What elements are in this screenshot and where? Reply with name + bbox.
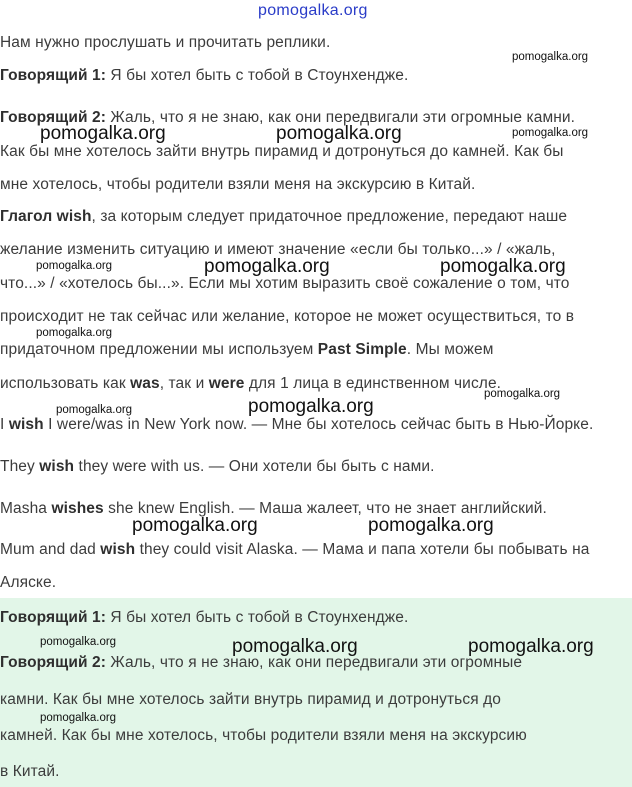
speaker-text: Я бы хотел быть с тобой в Стоунхендже.: [106, 67, 409, 84]
speaker-label: Говорящий 1:: [0, 67, 107, 84]
example-text: Mum and dad: [0, 541, 101, 558]
watermark: pomogalka.org: [56, 404, 133, 416]
grammar-text: придаточном предложении мы используем: [0, 341, 318, 358]
speaker-label: Говорящий 1:: [0, 609, 107, 626]
watermark: pomogalka.org: [512, 51, 589, 63]
grammar-term: Глагол wish: [0, 208, 92, 225]
watermark: pomogalka.org: [36, 327, 113, 339]
example-verb: wish: [100, 541, 136, 558]
example-text: she knew English. — Маша жалеет, что не знает английский.: [103, 500, 547, 517]
grammar-text: , за которым следует придаточное предложение, передают наше: [91, 208, 568, 225]
example-text: They: [0, 458, 40, 475]
example-3: [0, 499, 547, 519]
example-verb: wish: [39, 458, 75, 475]
grammar-line3: что...» / «хотелось бы...». Если мы хотим выразить своё сожаление о том, что: [0, 275, 570, 292]
header-watermark: pomogalka.org: [258, 2, 368, 19]
example-4: [0, 540, 589, 560]
dialog2-speaker2-line4: в Китай.: [0, 763, 60, 780]
watermark: pomogalka.org: [468, 636, 594, 657]
speaker-text: Жаль, что я не знаю, как они передвигали эти огромные камни.: [106, 109, 576, 126]
example-text: they could visit Alaska. — Мама и папа хотели бы побывать на: [135, 541, 590, 558]
watermark: pomogalka.org: [132, 515, 258, 536]
grammar-term: Past Simple: [317, 341, 407, 358]
example-verb: wishes: [51, 500, 104, 517]
example-text: I: [0, 416, 9, 433]
example-1: [0, 415, 593, 435]
watermark: pomogalka.org: [368, 515, 494, 536]
speaker-text: Жаль, что я не знаю, как они передвигали эти огромные: [106, 654, 523, 671]
watermark: pomogalka.org: [40, 123, 166, 144]
watermark: pomogalka.org: [248, 396, 374, 417]
dialog1-speaker2: [0, 108, 575, 128]
example-2: [0, 457, 435, 477]
watermark: pomogalka.org: [484, 388, 561, 400]
speaker-text: Я бы хотел быть с тобой в Стоунхендже.: [106, 609, 409, 626]
speaker-label: Говорящий 2:: [0, 109, 107, 126]
grammar-term: was: [130, 375, 160, 392]
watermark: pomogalka.org: [40, 636, 117, 648]
example-verb: wish: [8, 416, 44, 433]
dialog2-speaker2: [0, 653, 522, 673]
dialog1-speaker2-line2: Как бы мне хотелось зайти внутрь пирамид и дотронуться до камней. Как бы: [0, 143, 564, 160]
dialog2-speaker2-line3: камней. Как бы мне хотелось, чтобы родители взяли меня на экскурсию: [0, 727, 527, 744]
grammar-text: , так и: [159, 375, 209, 392]
grammar-text: . Мы можем: [406, 341, 494, 358]
example-text: Masha: [0, 500, 52, 517]
example-text: they were with us. — Они хотели бы быть с нами.: [74, 458, 435, 475]
intro-text: Нам нужно прослушать и прочитать реплики.: [0, 34, 331, 51]
dialog1-speaker2-line3: мне хотелось, чтобы родители взяли меня на экскурсию в Китай.: [0, 176, 476, 193]
grammar-line4: происходит не так сейчас или желание, которое не может осуществиться, то в: [0, 308, 575, 325]
watermark: pomogalka.org: [232, 636, 358, 657]
grammar-line1: [0, 207, 567, 227]
grammar-line6: [0, 374, 501, 394]
grammar-line2: желание изменить ситуацию и имеют значение «если бы только...» / «жаль,: [0, 241, 556, 258]
dialog2-speaker2-line2: камни. Как бы мне хотелось зайти внутрь пирамид и дотронуться до: [0, 691, 501, 708]
dialog1-speaker1: [0, 66, 408, 86]
watermark: pomogalka.org: [276, 123, 402, 144]
grammar-text: для 1 лица в единственном числе.: [244, 375, 502, 392]
dialog2-speaker1: [0, 608, 408, 628]
example-4-line2: Аляске.: [0, 574, 57, 591]
grammar-term: were: [208, 375, 245, 392]
watermark: pomogalka.org: [204, 256, 330, 277]
grammar-text: использовать как: [0, 375, 131, 392]
watermark: pomogalka.org: [40, 712, 117, 724]
grammar-line5: [0, 340, 494, 360]
watermark: pomogalka.org: [512, 127, 589, 139]
watermark: pomogalka.org: [440, 256, 566, 277]
watermark: pomogalka.org: [36, 260, 113, 272]
speaker-label: Говорящий 2:: [0, 654, 107, 671]
example-text: I were/was in New York now. — Мне бы хотелось сейчас быть в Нью-Йорке.: [43, 416, 594, 433]
